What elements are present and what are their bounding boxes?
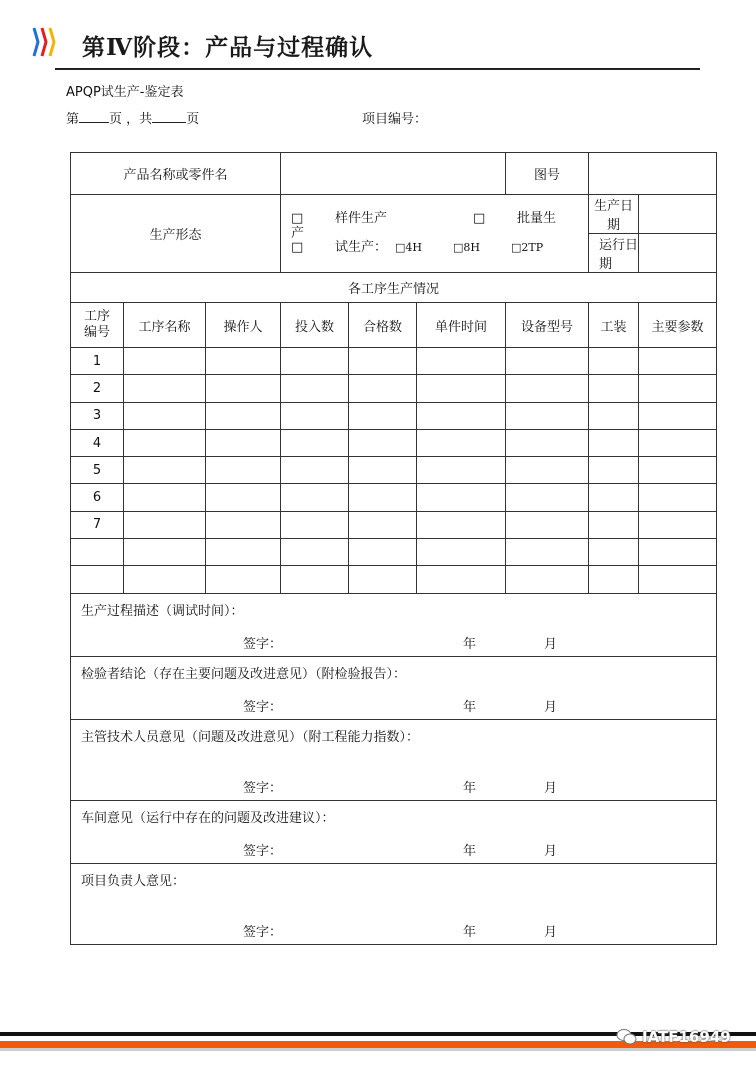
total-pages-field[interactable] (152, 110, 186, 123)
step-number (71, 539, 124, 566)
project-no-label: 项目编号： (362, 112, 428, 127)
table-cell[interactable] (506, 429, 589, 456)
opinion-question: 主管技术人员意见（问题及改进意见）（附工程能力指数）： (81, 729, 420, 745)
table-cell[interactable] (589, 484, 639, 511)
table-cell[interactable] (349, 539, 417, 566)
month-label: 月 (544, 699, 558, 715)
form-title: APQP试生产-鉴定表 (66, 85, 184, 100)
col-operator: 操作人 (206, 303, 281, 348)
title-divider (55, 68, 700, 70)
table-cell[interactable] (639, 539, 717, 566)
table-cell[interactable] (281, 457, 349, 484)
column-header-row (71, 303, 717, 348)
year-label: 年 (463, 699, 477, 715)
table-cell[interactable] (506, 484, 589, 511)
production-mode-label: 生产形态 (71, 195, 281, 273)
opinion-question: 项目负责人意见： (81, 873, 186, 889)
opinion-field[interactable] (71, 656, 717, 719)
table-cell[interactable] (349, 402, 417, 429)
table-cell[interactable] (506, 457, 589, 484)
table-cell[interactable] (281, 375, 349, 402)
month-label: 月 (544, 924, 558, 940)
col-equipment-model: 设备型号 (506, 303, 589, 348)
table-cell[interactable] (124, 511, 206, 538)
table-cell[interactable] (124, 402, 206, 429)
run-date-label: 运行日期 (589, 234, 639, 273)
col-unit-time: 单件时间 (417, 303, 506, 348)
table-cell[interactable] (417, 402, 506, 429)
option-4h[interactable]: □4H (395, 241, 422, 254)
table-cell[interactable] (281, 402, 349, 429)
opinion-field[interactable] (71, 719, 717, 800)
table-cell[interactable] (349, 566, 417, 593)
table-cell[interactable] (281, 429, 349, 456)
opinion-row (71, 719, 717, 800)
production-date-field[interactable] (639, 195, 717, 234)
table-cell[interactable] (639, 348, 717, 375)
batch-checkbox[interactable]: □ (473, 211, 486, 226)
table-row (71, 348, 717, 375)
table-cell[interactable] (124, 484, 206, 511)
page-title: 第Ⅳ阶段：产品与过程确认 (82, 34, 374, 61)
col-step-name: 工序名称 (124, 303, 206, 348)
table-cell[interactable] (417, 539, 506, 566)
signature-label: 签字： (243, 780, 283, 796)
table-cell[interactable] (124, 429, 206, 456)
signature-label: 签字： (243, 636, 283, 652)
table-cell[interactable] (206, 539, 281, 566)
opinion-row (71, 593, 717, 656)
signature-label: 签字： (243, 924, 283, 940)
col-step-no: 工序 编号 (71, 303, 124, 348)
sample-checkbox[interactable]: □ (291, 211, 304, 226)
step-number: 4 (71, 429, 124, 456)
opinion-field[interactable] (71, 863, 717, 944)
product-name-field[interactable] (281, 153, 506, 195)
drawing-no-field[interactable] (589, 153, 717, 195)
table-cell[interactable] (206, 457, 281, 484)
trial-checkbox[interactable]: □ (291, 240, 304, 255)
production-mode-options (281, 195, 589, 273)
year-label: 年 (463, 843, 477, 859)
table-row (71, 539, 717, 566)
table-cell[interactable] (506, 348, 589, 375)
table-row (71, 375, 717, 402)
col-input-qty: 投入数 (281, 303, 349, 348)
watermark: IATF16949 (616, 1028, 731, 1046)
page-info: 第 页 ，共 页 (66, 112, 200, 127)
trial-production-form (70, 152, 717, 945)
step-number: 2 (71, 375, 124, 402)
table-cell[interactable] (206, 484, 281, 511)
table-cell[interactable] (639, 511, 717, 538)
table-cell[interactable] (281, 511, 349, 538)
table-cell[interactable] (349, 348, 417, 375)
table-cell[interactable] (639, 566, 717, 593)
step-number: 1 (71, 348, 124, 375)
table-row (71, 511, 717, 538)
table-cell[interactable] (281, 539, 349, 566)
option-2tp[interactable]: □2TP (511, 241, 544, 254)
table-row (71, 457, 717, 484)
table-cell[interactable] (206, 566, 281, 593)
table-cell[interactable] (349, 375, 417, 402)
table-row (71, 566, 717, 593)
month-label: 月 (544, 636, 558, 652)
month-label: 月 (544, 843, 558, 859)
table-cell[interactable] (349, 484, 417, 511)
table-cell[interactable] (206, 348, 281, 375)
table-cell[interactable] (639, 484, 717, 511)
table-cell[interactable] (281, 484, 349, 511)
table-cell[interactable] (589, 457, 639, 484)
table-cell[interactable] (417, 375, 506, 402)
month-label: 月 (544, 780, 558, 796)
option-8h[interactable]: □8H (453, 241, 480, 254)
year-label: 年 (463, 780, 477, 796)
table-cell[interactable] (589, 566, 639, 593)
table-cell[interactable] (506, 375, 589, 402)
sample-label: 样件生产 (335, 211, 388, 226)
trial-label: 试生产： (335, 240, 388, 255)
col-main-params: 主要参数 (639, 303, 717, 348)
table-cell[interactable] (506, 566, 589, 593)
table-cell[interactable] (124, 566, 206, 593)
table-row (71, 402, 717, 429)
table-cell[interactable] (417, 429, 506, 456)
triple-chevron-icon (32, 24, 56, 60)
table-cell[interactable] (281, 566, 349, 593)
table-cell[interactable] (417, 511, 506, 538)
table-cell[interactable] (639, 457, 717, 484)
table-cell[interactable] (124, 539, 206, 566)
opinion-field[interactable] (71, 800, 717, 863)
step-number: 5 (71, 457, 124, 484)
table-row (71, 484, 717, 511)
opinion-question: 车间意见（运行中存在的问题及改进建议）： (81, 810, 335, 826)
run-date-field[interactable] (639, 234, 717, 273)
step-number: 6 (71, 484, 124, 511)
table-cell[interactable] (349, 457, 417, 484)
wechat-icon (616, 1028, 638, 1046)
signature-label: 签字： (243, 699, 283, 715)
step-number (71, 566, 124, 593)
table-cell[interactable] (506, 539, 589, 566)
table-cell[interactable] (206, 375, 281, 402)
table-cell[interactable] (206, 511, 281, 538)
table-cell[interactable] (589, 402, 639, 429)
table-cell[interactable] (417, 484, 506, 511)
table-cell[interactable] (639, 429, 717, 456)
table-cell[interactable] (124, 348, 206, 375)
year-label: 年 (463, 636, 477, 652)
table-cell[interactable] (506, 511, 589, 538)
section-title: 各工序生产情况 (71, 273, 717, 303)
opinion-question: 检验者结论（存在主要问题及改进意见）（附检验报告）： (81, 666, 407, 682)
table-cell[interactable] (589, 539, 639, 566)
signature-label: 签字： (243, 843, 283, 859)
table-cell[interactable] (349, 511, 417, 538)
step-number: 7 (71, 511, 124, 538)
table-cell[interactable] (206, 402, 281, 429)
table-cell[interactable] (417, 566, 506, 593)
product-name-label: 产品名称或零件名 (71, 153, 281, 195)
opinion-field[interactable] (71, 593, 717, 656)
opinion-row (71, 656, 717, 719)
production-date-label: 生产日期 (589, 195, 639, 234)
batch-label-cont: 产 (291, 226, 305, 241)
table-cell[interactable] (506, 402, 589, 429)
table-cell[interactable] (639, 375, 717, 402)
table-cell[interactable] (417, 348, 506, 375)
opinion-question: 生产过程描述（调试时间）： (81, 603, 244, 619)
table-cell[interactable] (124, 457, 206, 484)
batch-label: 批量生 (517, 211, 557, 226)
table-cell[interactable] (124, 375, 206, 402)
opinion-row (71, 800, 717, 863)
year-label: 年 (463, 924, 477, 940)
col-tooling: 工装 (589, 303, 639, 348)
table-cell[interactable] (589, 511, 639, 538)
table-cell[interactable] (639, 402, 717, 429)
footer-shadow (0, 1048, 756, 1051)
step-number: 3 (71, 402, 124, 429)
table-row (71, 429, 717, 456)
table-cell[interactable] (281, 348, 349, 375)
opinion-row (71, 863, 717, 944)
table-cell[interactable] (589, 429, 639, 456)
table-cell[interactable] (206, 429, 281, 456)
drawing-no-label: 图号 (506, 153, 589, 195)
col-pass-qty: 合格数 (349, 303, 417, 348)
page-number-field[interactable] (79, 110, 109, 123)
table-cell[interactable] (417, 457, 506, 484)
table-cell[interactable] (589, 375, 639, 402)
table-cell[interactable] (589, 348, 639, 375)
table-cell[interactable] (349, 429, 417, 456)
